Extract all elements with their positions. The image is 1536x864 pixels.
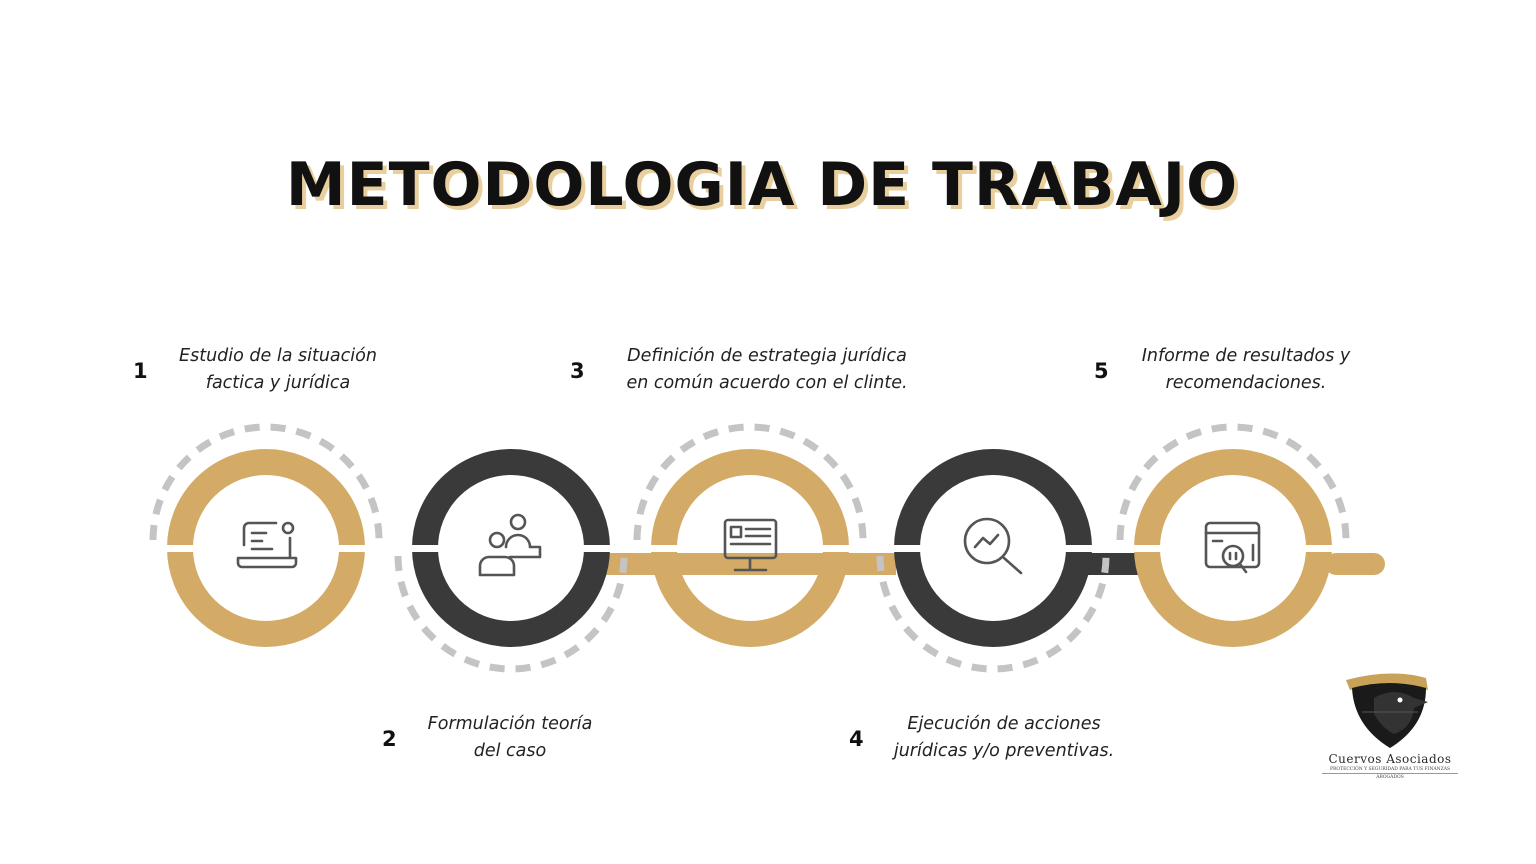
- step-3-number: 3: [570, 359, 585, 383]
- logo-tagline: PROTECCIÓN Y SEGURIDAD PARA TUS FINANZAS: [1329, 767, 1451, 772]
- logo-sub: ABOGADOS: [1322, 773, 1458, 780]
- step-3-line-2: en común acuerdo con el clinte.: [626, 373, 908, 393]
- step-5-line-2: recomendaciones.: [1165, 373, 1327, 393]
- step-1-line-1: Estudio de la situación: [179, 346, 377, 366]
- company-logo: [1322, 668, 1458, 786]
- step-3-ring: [664, 462, 836, 634]
- report-window-icon: [1206, 523, 1259, 572]
- step-4-number: 4: [849, 727, 864, 751]
- step-2-number: 2: [382, 727, 397, 751]
- people-meeting-icon: [480, 515, 540, 575]
- laptop-icon: [238, 523, 296, 567]
- step-2-line-2: del caso: [473, 741, 547, 761]
- step-3-line-1: Definición de estrategia jurídica: [627, 346, 907, 366]
- step-4-ring: [907, 462, 1079, 634]
- step-4-line-2: jurídicas y/o preventivas.: [893, 741, 1115, 761]
- connector-bar: [600, 553, 1385, 575]
- step-5-line-1: Informe de resultados y: [1141, 346, 1351, 366]
- page-title: METODOLOGIA DE TRABAJO: [285, 150, 1239, 220]
- step-1-number: 1: [133, 359, 148, 383]
- magnifier-chart-icon: [965, 519, 1021, 573]
- step-2-ring: [425, 462, 597, 634]
- step-2-line-1: Formulación teoría: [427, 714, 593, 734]
- logo-name: Cuervos Asociados: [1328, 752, 1452, 766]
- raven-shield-emblem: [1322, 668, 1458, 752]
- step-5-number: 5: [1094, 359, 1109, 383]
- step-5-ring: [1147, 462, 1319, 634]
- step-4-line-1: Ejecución de acciones: [907, 714, 1101, 734]
- step-1-line-2: factica y jurídica: [205, 373, 351, 393]
